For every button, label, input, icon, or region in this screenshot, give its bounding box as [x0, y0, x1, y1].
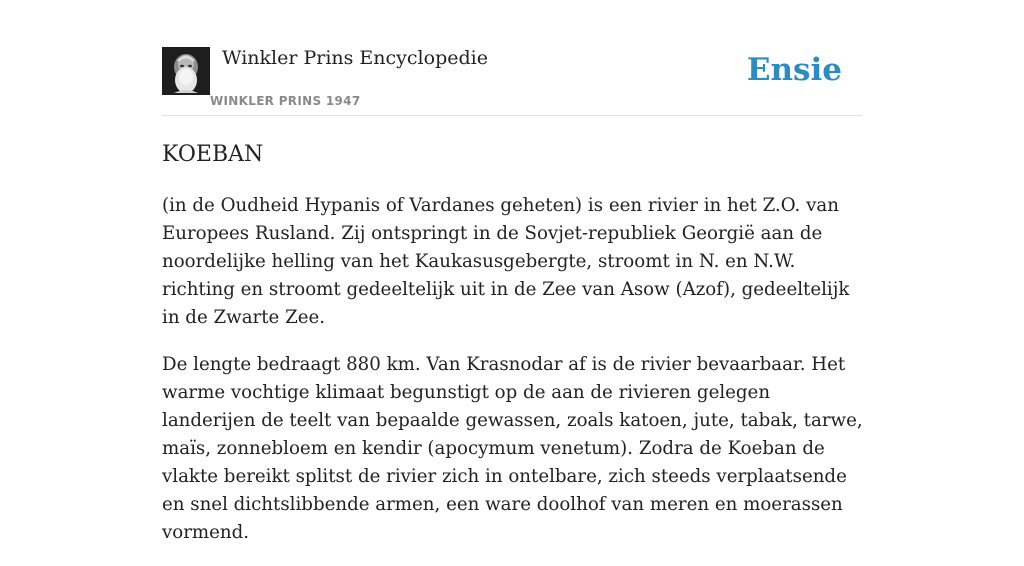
- site-subtitle: WINKLER PRINS 1947: [210, 94, 361, 108]
- article-paragraph: De lengte bedraagt 880 km. Van Krasnodar af is de rivier bevaarbaar. Het warme vochtige klimaat begunstigt op de aan de rivieren gelegen landerijen de teelt van bepaalde gewassen, zoals katoen, jute, tabak, tarwe, maïs, zonnebloem en kendir (apocymum venetum). Zodra de Koeban de vlakte bereikt splitst de rivier zich in ontelbare, zich steeds verplaatsende en snel dichtslibbende armen, een ware doolhof van meren en moerassen vormend.: [162, 354, 863, 543]
- article-body: [162, 192, 866, 566]
- site-header: [162, 44, 862, 116]
- article-paragraph: (in de Oudheid Hypanis of Vardanes geheten) is een rivier in het Z.O. van Europees Rusland. Zij ontspringt in de Sovjet-republiek Georgië aan de noordelijke helling van het Kaukasusgebergte, stroomt in N. en N.W. richting en stroomt gedeeltelijk uit in de Zee van Asow (Azof), gedeeltelijk in de Zwarte Zee.: [162, 195, 850, 328]
- article-title: KOEBAN: [162, 142, 264, 167]
- brand-logo[interactable]: Ensie: [746, 52, 842, 88]
- bearded-man-portrait-icon[interactable]: [162, 47, 210, 95]
- site-title[interactable]: Winkler Prins Encyclopedie: [222, 47, 488, 69]
